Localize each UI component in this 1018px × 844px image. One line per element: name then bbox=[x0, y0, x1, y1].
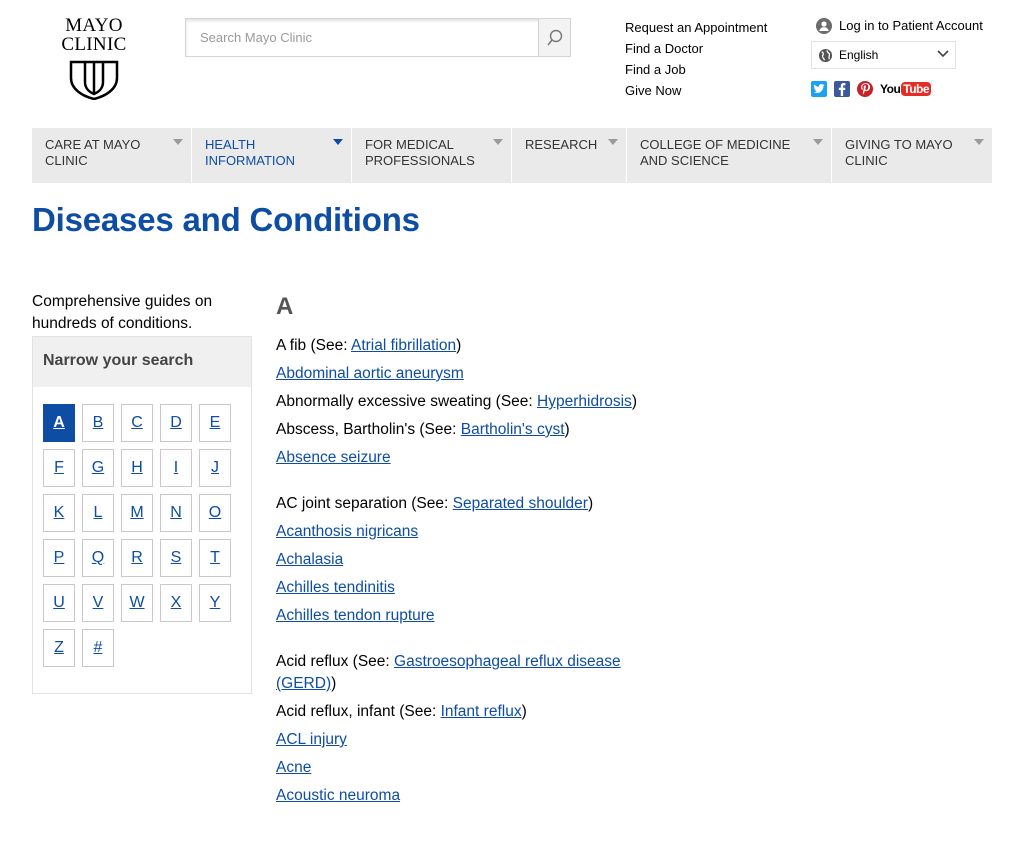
letter-link-o[interactable]: O bbox=[199, 494, 231, 532]
letter-heading: A bbox=[276, 293, 294, 320]
see-condition-link[interactable]: Infant reflux bbox=[440, 703, 522, 720]
find-job-link[interactable]: Find a Job bbox=[625, 62, 686, 77]
list-item bbox=[276, 493, 656, 515]
globe-icon bbox=[818, 48, 833, 63]
letter-link-y[interactable]: Y bbox=[199, 584, 231, 622]
letter-link-j[interactable]: J bbox=[199, 449, 231, 487]
letter-link-f[interactable]: F bbox=[43, 449, 75, 487]
see-condition-link[interactable]: Gastroesophageal reflux disease (GERD) bbox=[276, 653, 621, 692]
narrow-search-panel bbox=[32, 336, 252, 694]
mayo-clinic-logo[interactable] bbox=[52, 16, 136, 100]
letter-link-a[interactable]: A bbox=[43, 404, 75, 442]
condition-link[interactable]: ACL injury bbox=[276, 731, 347, 748]
condition-alias: Abnormally excessive sweating bbox=[276, 393, 492, 410]
see-suffix: ) bbox=[631, 393, 637, 410]
condition-alias: Abscess, Bartholin's bbox=[276, 421, 416, 438]
letter-link-p[interactable]: P bbox=[43, 539, 75, 577]
list-item bbox=[276, 447, 656, 469]
letter-link-u[interactable]: U bbox=[43, 584, 75, 622]
facebook-icon[interactable] bbox=[834, 81, 850, 97]
language-select[interactable] bbox=[811, 41, 956, 69]
shield-icon bbox=[67, 58, 121, 100]
see-prefix: (See: bbox=[406, 495, 453, 512]
condition-link[interactable]: Achilles tendon rupture bbox=[276, 607, 435, 624]
letter-link-h[interactable]: H bbox=[121, 449, 153, 487]
condition-link[interactable]: Acanthosis nigricans bbox=[276, 523, 419, 540]
login-label: Log in to Patient Account bbox=[839, 18, 983, 33]
nav-giving-to-mayo-clinic[interactable]: GIVING TO MAYO CLINIC bbox=[832, 128, 992, 183]
condition-link[interactable]: Achilles tendinitis bbox=[276, 579, 395, 596]
condition-alias: Acid reflux bbox=[276, 653, 349, 670]
letter-link-d[interactable]: D bbox=[160, 404, 192, 442]
see-suffix: ) bbox=[331, 675, 337, 692]
condition-link[interactable]: Achalasia bbox=[276, 551, 344, 568]
see-condition-link[interactable]: Bartholin's cyst bbox=[460, 421, 565, 438]
letter-link-i[interactable]: I bbox=[160, 449, 192, 487]
logo-wordmark-line1: MAYO bbox=[65, 15, 123, 36]
see-prefix: (See: bbox=[306, 337, 351, 354]
page-title: Diseases and Conditions bbox=[32, 201, 420, 238]
give-now-link[interactable]: Give Now bbox=[625, 83, 682, 98]
social-links bbox=[811, 81, 931, 97]
letter-link-n[interactable]: N bbox=[160, 494, 192, 532]
see-prefix: (See: bbox=[394, 703, 441, 720]
list-item bbox=[276, 605, 656, 627]
see-suffix: ) bbox=[564, 421, 570, 438]
find-doctor-link[interactable]: Find a Doctor bbox=[625, 41, 704, 56]
utility-links bbox=[625, 17, 767, 101]
letter-link-x[interactable]: X bbox=[160, 584, 192, 622]
letter-link-e[interactable]: E bbox=[199, 404, 231, 442]
list-item bbox=[276, 521, 656, 543]
letter-link-l[interactable]: L bbox=[82, 494, 114, 532]
letter-link-m[interactable]: M bbox=[121, 494, 153, 532]
chevron-down-icon bbox=[937, 50, 949, 58]
conditions-list bbox=[276, 335, 656, 813]
narrow-search-heading: Narrow your search bbox=[33, 337, 251, 387]
see-condition-link[interactable]: Atrial fibrillation bbox=[350, 337, 457, 354]
list-item bbox=[276, 651, 656, 695]
dropdown-arrow-icon bbox=[974, 139, 984, 145]
letter-link-w[interactable]: W bbox=[121, 584, 153, 622]
see-prefix: (See: bbox=[491, 393, 538, 410]
letter-link-q[interactable]: Q bbox=[82, 539, 114, 577]
list-item bbox=[276, 335, 656, 357]
letter-link-g[interactable]: G bbox=[82, 449, 114, 487]
letter-link-b[interactable]: B bbox=[82, 404, 114, 442]
list-item bbox=[276, 729, 656, 751]
condition-link[interactable]: Abdominal aortic aneurysm bbox=[276, 365, 464, 382]
search-button[interactable] bbox=[538, 19, 570, 56]
list-item bbox=[276, 701, 656, 723]
main-nav bbox=[32, 128, 992, 183]
sidebar-intro: Comprehensive guides on hundreds of conditions. bbox=[32, 293, 213, 332]
list-item bbox=[276, 419, 656, 441]
request-appointment-link[interactable]: Request an Appointment bbox=[625, 20, 768, 35]
list-item bbox=[276, 363, 656, 385]
dropdown-arrow-icon bbox=[813, 139, 823, 145]
letter-grid bbox=[43, 404, 243, 667]
condition-link[interactable]: Acne bbox=[276, 759, 312, 776]
dropdown-arrow-icon bbox=[173, 139, 183, 145]
search-bar bbox=[185, 18, 571, 57]
dropdown-arrow-icon bbox=[333, 139, 343, 145]
dropdown-arrow-icon bbox=[608, 139, 618, 145]
letter-link-c[interactable]: C bbox=[121, 404, 153, 442]
search-icon bbox=[546, 29, 564, 47]
nav-college-of-medicine[interactable]: COLLEGE OF MEDICINE AND SCIENCE bbox=[627, 128, 832, 183]
letter-link-t[interactable]: T bbox=[199, 539, 231, 577]
user-icon bbox=[816, 18, 832, 34]
see-prefix: (See: bbox=[348, 653, 395, 670]
condition-link[interactable]: Acoustic neuroma bbox=[276, 787, 401, 804]
pinterest-icon[interactable] bbox=[857, 81, 873, 97]
letter-link-r[interactable]: R bbox=[121, 539, 153, 577]
list-item bbox=[276, 785, 656, 807]
see-prefix: (See: bbox=[415, 421, 461, 438]
see-suffix: ) bbox=[521, 703, 527, 720]
condition-alias: A fib bbox=[276, 337, 307, 354]
list-item bbox=[276, 757, 656, 779]
see-condition-link[interactable]: Separated shoulder bbox=[452, 495, 588, 512]
letter-link-z[interactable]: Z bbox=[43, 629, 75, 667]
list-item bbox=[276, 577, 656, 599]
letter-link-s[interactable]: S bbox=[160, 539, 192, 577]
see-suffix: ) bbox=[456, 337, 462, 354]
nav-health-information[interactable]: HEALTH INFORMATION bbox=[192, 128, 352, 183]
see-suffix: ) bbox=[587, 495, 594, 512]
letter-link-number[interactable]: # bbox=[82, 629, 114, 667]
nav-for-medical-professionals[interactable]: FOR MEDICAL PROFESSIONALS bbox=[352, 128, 512, 183]
nav-care-at-mayo-clinic[interactable]: CARE AT MAYO CLINIC bbox=[32, 128, 192, 183]
twitter-icon[interactable] bbox=[811, 81, 827, 97]
condition-link[interactable]: Absence seizure bbox=[276, 449, 391, 466]
condition-alias: Acid reflux, infant bbox=[276, 703, 395, 720]
youtube-icon[interactable]: You Tube bbox=[880, 82, 930, 96]
patient-account-login[interactable] bbox=[816, 17, 983, 35]
logo-wordmark-line2: CLINIC bbox=[61, 34, 127, 55]
list-item bbox=[276, 549, 656, 571]
letter-link-k[interactable]: K bbox=[43, 494, 75, 532]
list-item bbox=[276, 391, 656, 413]
see-condition-link[interactable]: Hyperhidrosis bbox=[537, 393, 632, 410]
language-selected: English bbox=[839, 48, 879, 62]
dropdown-arrow-icon bbox=[493, 139, 503, 145]
nav-research[interactable]: RESEARCH bbox=[512, 128, 627, 183]
condition-alias: AC joint separation bbox=[276, 495, 407, 512]
letter-link-v[interactable]: V bbox=[82, 584, 114, 622]
search-input[interactable] bbox=[186, 19, 538, 56]
